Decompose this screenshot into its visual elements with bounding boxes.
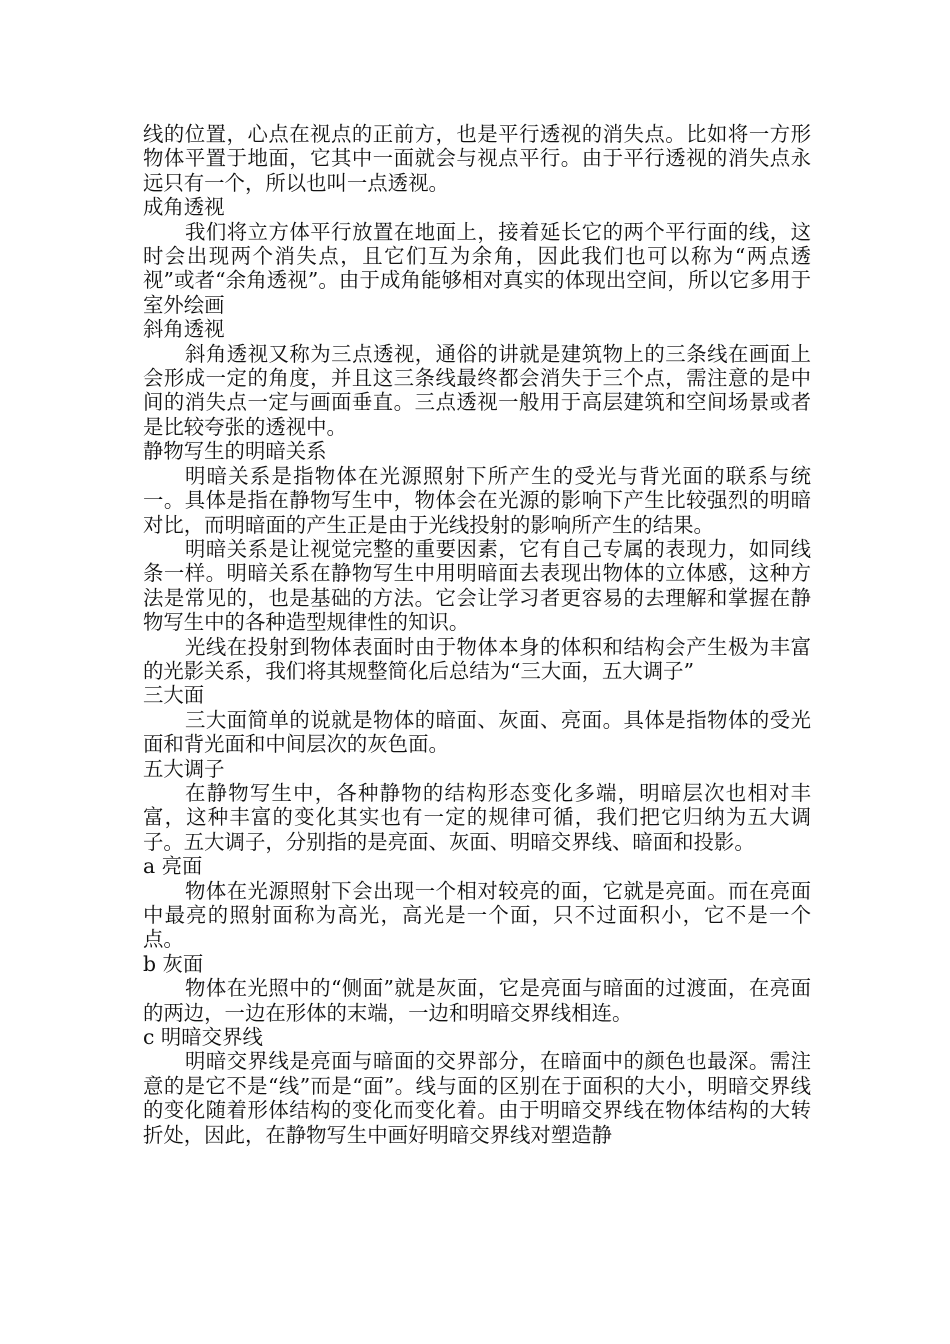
- paragraph: 斜角透视又称为三点透视，通俗的讲就是建筑物上的三条线在画面上会形成一定的角度，并且这三条线最终都会消失于三个点，需注意的是中间的消失点一定与画面垂直。三点透视一般用于高层建筑和空间场景或者是比较夸张的透视中。: [143, 341, 811, 439]
- paragraph: 我们将立方体平行放置在地面上，接着延长它的两个平行面的线，这时会出现两个消失点，且它们互为余角，因此我们也可以称为“两点透视”或者“余角透视”。由于成角能够相对真实的体现出空间，所以它多用于室外绘画: [143, 219, 811, 317]
- paragraph: 物体在光照中的“侧面”就是灰面，它是亮面与暗面的过渡面，在亮面的两边，一边在形体的末端，一边和明暗交界线相连。: [143, 976, 811, 1025]
- section-heading-angular-perspective: 成角透视: [143, 195, 225, 220]
- paragraph: 明暗关系是让视觉完整的重要因素，它有自己专属的表现力，如同线条一样。明暗关系在静物写生中用明暗面去表现出物体的立体感，这种方法是常见的，也是基础的方法。它会让学习者更容易的去理解和掌握在静物写生中的各种造型规律性的知识。: [143, 536, 811, 635]
- section-heading-five-tones: 五大调子: [143, 756, 225, 781]
- subheading-gray-plane: b 灰面: [143, 951, 204, 976]
- paragraph: 在静物写生中，各种静物的结构形态变化多端，明暗层次也相对丰富，这种丰富的变化其实也有一定的规律可循，我们把它归纳为五大调子。五大调子，分别指的是亮面、灰面、明暗交界线、暗面和投影。: [143, 780, 811, 854]
- section-heading-three-planes: 三大面: [143, 683, 205, 708]
- paragraph: 明暗交界线是亮面与暗面的交界部分，在暗面中的颜色也最深。需注意的是它不是“线”而是“面”。线与面的区别在于面积的大小，明暗交界线的变化随着形体结构的变化而变化着。由于明暗交界线在物体结构的大转折处，因此，在静物写生中画好明暗交界线对塑造静: [143, 1049, 811, 1147]
- paragraph: 物体在光源照射下会出现一个相对较亮的面，它就是亮面。而在亮面中最亮的照射面称为高光，高光是一个面，只不过面积小，它不是一个点。: [143, 878, 811, 952]
- paragraph: 光线在投射到物体表面时由于物体本身的体积和结构会产生极为丰富的光影关系，我们将其规整简化后总结为“三大面，五大调子”: [143, 634, 811, 683]
- subheading-terminator-line: c 明暗交界线: [143, 1025, 263, 1050]
- document-body: [143, 122, 811, 1147]
- section-heading-oblique-perspective: 斜角透视: [143, 317, 225, 342]
- section-heading-light-dark-relation: 静物写生的明暗关系: [143, 439, 327, 464]
- subheading-highlight-plane: a 亮面: [143, 854, 203, 879]
- paragraph: 明暗关系是指物体在光源照射下所产生的受光与背光面的联系与统一。具体是指在静物写生中，物体会在光源的影响下产生比较强烈的明暗对比，而明暗面的产生正是由于光线投射的影响所产生的结果。: [143, 463, 811, 537]
- paragraph-continuation: 线的位置，心点在视点的正前方，也是平行透视的消失点。比如将一方形物体平置于地面，它其中一面就会与视点平行。由于平行透视的消失点永远只有一个，所以也叫一点透视。: [143, 122, 811, 195]
- paragraph: 三大面简单的说就是物体的暗面、灰面、亮面。具体是指物体的受光面和背光面和中间层次的灰色面。: [143, 707, 811, 757]
